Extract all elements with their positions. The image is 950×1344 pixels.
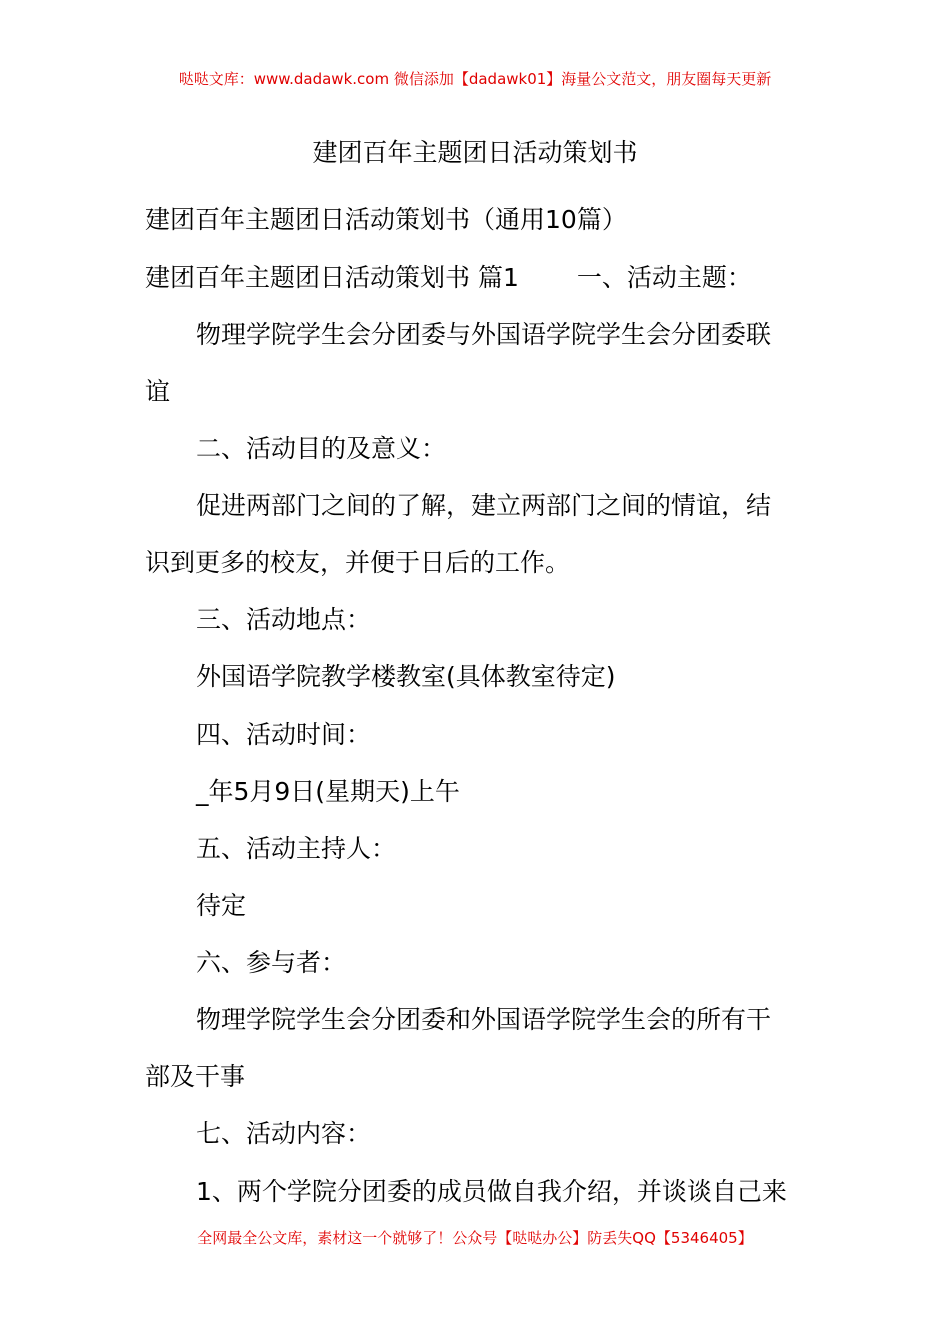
section-heading: 二、活动目的及意义： xyxy=(196,434,447,463)
paragraph-line: 1、两个学院分团委的成员做自我介绍，并谈谈自己来 xyxy=(196,1177,787,1206)
document-title: 建团百年主题团日活动策划书 xyxy=(312,138,638,167)
document-subtitle: 建团百年主题团日活动策划书（通用10篇） xyxy=(145,205,627,234)
paragraph-line: 待定 xyxy=(196,891,247,920)
footer-banner: 全网最全公文库，素材这一个就够了！公众号【哒哒办公】防丢失QQ【5346405】 xyxy=(197,1229,753,1247)
paragraph-line: 促进两部门之间的了解，建立两部门之间的情谊，结 xyxy=(196,491,772,520)
paragraph-line: 谊 xyxy=(145,377,171,406)
paragraph-line: 物理学院学生会分团委和外国语学院学生会的所有干 xyxy=(196,1005,772,1034)
section-heading: 三、活动地点： xyxy=(196,605,372,634)
part-label: 建团百年主题团日活动策划书 篇1 xyxy=(145,263,519,292)
section-heading: 一、活动主题： xyxy=(576,263,752,292)
section-heading: 五、活动主持人： xyxy=(196,834,397,863)
paragraph-line: 识到更多的校友，并便于日后的工作。 xyxy=(145,548,571,577)
part-heading-line xyxy=(145,262,752,294)
paragraph-line: 外国语学院教学楼教室(具体教室待定) xyxy=(196,662,616,691)
paragraph-line: _年5月9日(星期天)上午 xyxy=(196,777,460,806)
section-heading: 四、活动时间： xyxy=(196,720,372,749)
paragraph-line: 部及干事 xyxy=(145,1062,246,1091)
section-heading: 七、活动内容： xyxy=(196,1119,372,1148)
header-banner: 哒哒文库：www.dadawk.com 微信添加【dadawk01】海量公文范文，朋友圈每天更新 xyxy=(178,70,772,88)
section-heading: 六、参与者： xyxy=(196,948,347,977)
paragraph-line: 物理学院学生会分团委与外国语学院学生会分团委联 xyxy=(196,320,772,349)
